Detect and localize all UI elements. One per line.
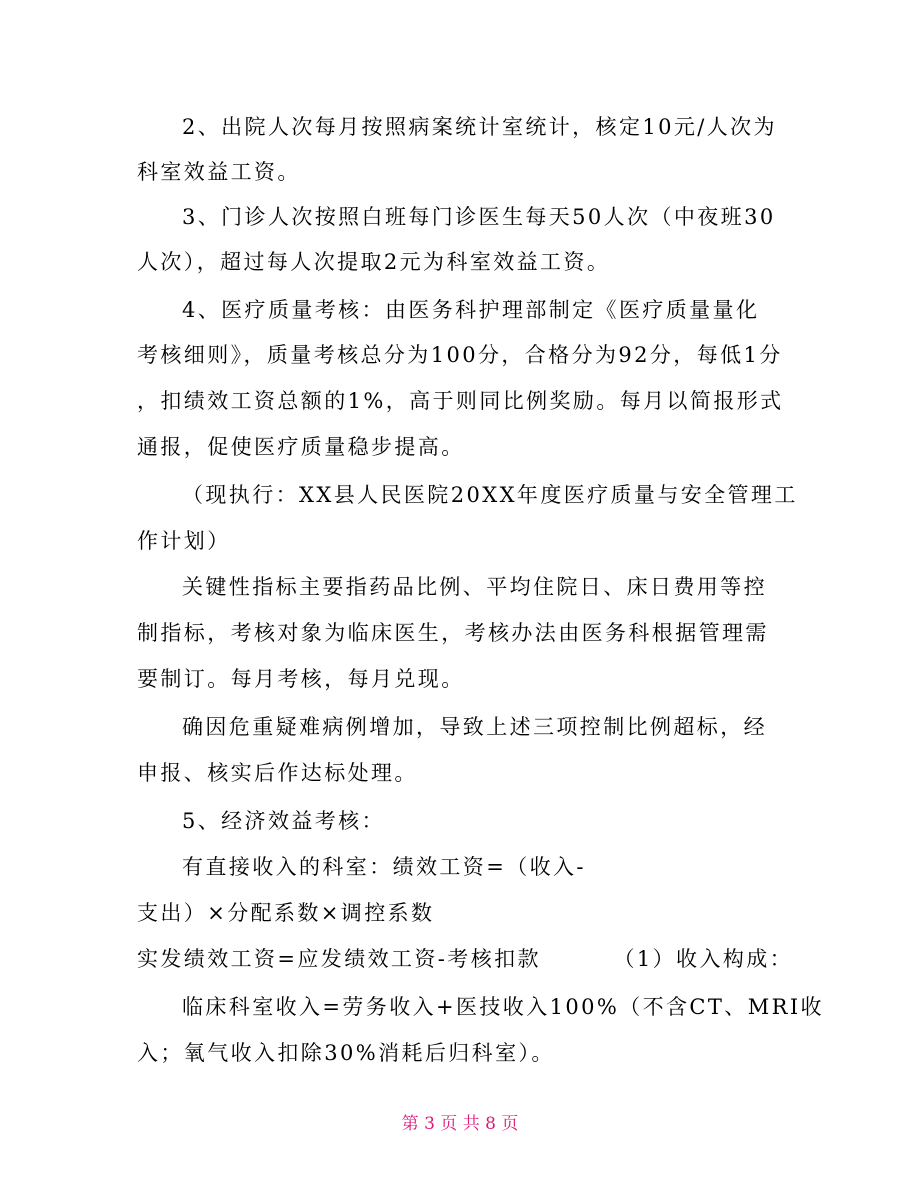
page-number-footer: 第 3 页 共 8 页 xyxy=(401,1114,519,1134)
paragraph-line: 临床科室收入=劳务收入+医技收入100%（不含CT、MRI收 xyxy=(182,995,824,1019)
paragraph-line: 申报、核实后作达标处理。 xyxy=(137,761,418,785)
paragraph-line: 实发绩效工资=应发绩效工资-考核扣款 （1）收入构成： xyxy=(137,947,794,971)
paragraph-line: 通报，促使医疗质量稳步提高。 xyxy=(137,435,465,459)
paragraph-line: 科室效益工资。 xyxy=(137,160,301,184)
paragraph-line: 制指标，考核对象为临床医生，考核办法由医务科根据管理需 xyxy=(137,621,769,645)
paragraph-line: 入；氧气收入扣除30%消耗后归科室）。 xyxy=(137,1041,555,1065)
paragraph-line: （现执行：XX县人民医院20XX年度医疗质量与安全管理工 xyxy=(182,483,798,507)
paragraph-line: 确因危重疑难病例增加，导致上述三项控制比例超标，经 xyxy=(182,715,767,739)
paragraph-line: 关键性指标主要指药品比例、平均住院日、床日费用等控 xyxy=(182,575,767,599)
paragraph-line: 4、医疗质量考核：由医务科护理部制定《医疗质量量化 xyxy=(182,298,760,322)
paragraph-line: 作计划） xyxy=(137,529,231,553)
paragraph-line: 2、出院人次每月按照病案统计室统计，核定10元/人次为 xyxy=(182,115,777,139)
section-heading: 5、经济效益考核： xyxy=(182,809,385,833)
paragraph-line: 考核细则》，质量考核总分为100分，合格分为92分，每低1分 xyxy=(137,343,783,367)
paragraph-line: 人次），超过每人次提取2元为科室效益工资。 xyxy=(137,250,611,274)
paragraph-line: 支出）×分配系数×调控系数 xyxy=(137,901,435,925)
paragraph-line: 有直接收入的科室：绩效工资=（收入- xyxy=(182,855,586,879)
paragraph-line: 3、门诊人次按照白班每门诊医生每天50人次（中夜班30 xyxy=(182,205,776,229)
paragraph-line: ，扣绩效工资总额的1%，高于则同比例奖励。每月以简报形式 xyxy=(137,389,784,413)
paragraph-line: 要制订。每月考核，每月兑现。 xyxy=(137,667,465,691)
